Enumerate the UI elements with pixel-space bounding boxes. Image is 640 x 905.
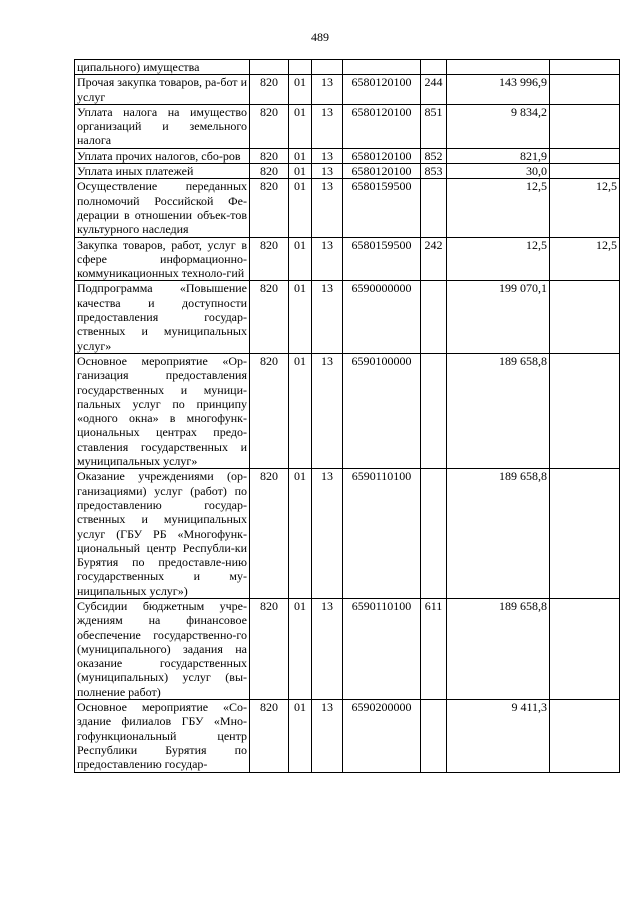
target-article-code-cell: 6590110100 bbox=[343, 598, 421, 699]
table-row bbox=[75, 700, 620, 772]
subsection-code-cell: 13 bbox=[312, 164, 343, 179]
amount-total-cell: 189 658,8 bbox=[447, 353, 550, 468]
amount-federal-cell bbox=[550, 281, 620, 353]
amount-total-cell: 199 070,1 bbox=[447, 281, 550, 353]
target-article-code-cell bbox=[343, 60, 421, 75]
amount-federal-cell bbox=[550, 60, 620, 75]
amount-federal-cell bbox=[550, 164, 620, 179]
expense-type-code-cell bbox=[421, 179, 447, 237]
amount-federal-cell bbox=[550, 104, 620, 148]
expense-type-code-cell: 853 bbox=[421, 164, 447, 179]
admin-code-cell: 820 bbox=[250, 281, 289, 353]
table-row bbox=[75, 598, 620, 699]
target-article-code-cell: 6590110100 bbox=[343, 469, 421, 599]
admin-code-cell: 820 bbox=[250, 164, 289, 179]
admin-code-cell: 820 bbox=[250, 148, 289, 163]
subsection-code-cell: 13 bbox=[312, 179, 343, 237]
subsection-code-cell bbox=[312, 60, 343, 75]
target-article-code-cell: 6590000000 bbox=[343, 281, 421, 353]
amount-federal-cell bbox=[550, 353, 620, 468]
amount-federal-cell bbox=[550, 469, 620, 599]
amount-federal-cell bbox=[550, 700, 620, 772]
amount-total-cell: 9 411,3 bbox=[447, 700, 550, 772]
target-article-code-cell: 6580120100 bbox=[343, 75, 421, 105]
page-number: 489 bbox=[311, 30, 329, 44]
target-article-code-cell: 6580120100 bbox=[343, 164, 421, 179]
expense-type-code-cell bbox=[421, 281, 447, 353]
budget-table bbox=[74, 59, 620, 773]
expense-type-code-cell: 852 bbox=[421, 148, 447, 163]
table-row bbox=[75, 104, 620, 148]
amount-total-cell: 12,5 bbox=[447, 179, 550, 237]
admin-code-cell: 820 bbox=[250, 598, 289, 699]
item-name-cell: Закупка товаров, работ, услуг в сфере информационно-коммуникационных техноло-гий bbox=[75, 237, 250, 281]
table-row bbox=[75, 60, 620, 75]
expense-type-code-cell bbox=[421, 60, 447, 75]
amount-federal-cell bbox=[550, 148, 620, 163]
table-row bbox=[75, 237, 620, 281]
target-article-code-cell: 6580159500 bbox=[343, 179, 421, 237]
amount-total-cell: 821,9 bbox=[447, 148, 550, 163]
subsection-code-cell: 13 bbox=[312, 75, 343, 105]
amount-total-cell: 143 996,9 bbox=[447, 75, 550, 105]
subsection-code-cell: 13 bbox=[312, 598, 343, 699]
expense-type-code-cell bbox=[421, 469, 447, 599]
amount-federal-cell bbox=[550, 75, 620, 105]
expense-type-code-cell: 851 bbox=[421, 104, 447, 148]
item-name-cell: Осуществление переданных полномочий Российской Фе-дерации в отношении объек-тов культурного наследия bbox=[75, 179, 250, 237]
item-name-cell: Основное мероприятие «Ор-ганизация предоставления государственных и муници-пальных услуг по принципу «одного окна» в многофунк-циональных центрах предо-ставления государственных и муниципальных услуг» bbox=[75, 353, 250, 468]
section-code-cell: 01 bbox=[289, 353, 312, 468]
amount-total-cell: 189 658,8 bbox=[447, 598, 550, 699]
subsection-code-cell: 13 bbox=[312, 700, 343, 772]
section-code-cell: 01 bbox=[289, 469, 312, 599]
subsection-code-cell: 13 bbox=[312, 353, 343, 468]
section-code-cell: 01 bbox=[289, 75, 312, 105]
admin-code-cell: 820 bbox=[250, 104, 289, 148]
amount-total-cell: 30,0 bbox=[447, 164, 550, 179]
expense-type-code-cell: 244 bbox=[421, 75, 447, 105]
table-row bbox=[75, 469, 620, 599]
section-code-cell: 01 bbox=[289, 179, 312, 237]
amount-total-cell: 9 834,2 bbox=[447, 104, 550, 148]
target-article-code-cell: 6580159500 bbox=[343, 237, 421, 281]
admin-code-cell: 820 bbox=[250, 353, 289, 468]
amount-federal-cell: 12,5 bbox=[550, 237, 620, 281]
budget-table-body bbox=[75, 60, 620, 773]
amount-total-cell bbox=[447, 60, 550, 75]
expense-type-code-cell: 611 bbox=[421, 598, 447, 699]
table-row bbox=[75, 164, 620, 179]
target-article-code-cell: 6580120100 bbox=[343, 148, 421, 163]
table-row bbox=[75, 179, 620, 237]
admin-code-cell: 820 bbox=[250, 179, 289, 237]
item-name-cell: ципального) имущества bbox=[75, 60, 250, 75]
section-code-cell: 01 bbox=[289, 148, 312, 163]
admin-code-cell: 820 bbox=[250, 700, 289, 772]
admin-code-cell bbox=[250, 60, 289, 75]
subsection-code-cell: 13 bbox=[312, 281, 343, 353]
amount-total-cell: 189 658,8 bbox=[447, 469, 550, 599]
section-code-cell bbox=[289, 60, 312, 75]
expense-type-code-cell: 242 bbox=[421, 237, 447, 281]
expense-type-code-cell bbox=[421, 700, 447, 772]
section-code-cell: 01 bbox=[289, 104, 312, 148]
target-article-code-cell: 6590100000 bbox=[343, 353, 421, 468]
subsection-code-cell: 13 bbox=[312, 469, 343, 599]
amount-total-cell: 12,5 bbox=[447, 237, 550, 281]
subsection-code-cell: 13 bbox=[312, 237, 343, 281]
item-name-cell: Уплата налога на имущество организаций и земельного налога bbox=[75, 104, 250, 148]
admin-code-cell: 820 bbox=[250, 75, 289, 105]
admin-code-cell: 820 bbox=[250, 237, 289, 281]
section-code-cell: 01 bbox=[289, 237, 312, 281]
item-name-cell: Субсидии бюджетным учре-ждениям на финансовое обеспечение государственно-го (муниципального) задания на оказание государственных (муниципальных) услуг (вы-полнение работ) bbox=[75, 598, 250, 699]
section-code-cell: 01 bbox=[289, 598, 312, 699]
section-code-cell: 01 bbox=[289, 700, 312, 772]
item-name-cell: Основное мероприятие «Со-здание филиалов ГБУ «Мно-гофункциональный центр Республики Бурятия по предоставлению государ- bbox=[75, 700, 250, 772]
section-code-cell: 01 bbox=[289, 164, 312, 179]
expense-type-code-cell bbox=[421, 353, 447, 468]
subsection-code-cell: 13 bbox=[312, 148, 343, 163]
amount-federal-cell bbox=[550, 598, 620, 699]
subsection-code-cell: 13 bbox=[312, 104, 343, 148]
table-row bbox=[75, 75, 620, 105]
item-name-cell: Уплата иных платежей bbox=[75, 164, 250, 179]
target-article-code-cell: 6590200000 bbox=[343, 700, 421, 772]
section-code-cell: 01 bbox=[289, 281, 312, 353]
table-row bbox=[75, 148, 620, 163]
item-name-cell: Прочая закупка товаров, ра-бот и услуг bbox=[75, 75, 250, 105]
amount-federal-cell: 12,5 bbox=[550, 179, 620, 237]
table-row bbox=[75, 281, 620, 353]
target-article-code-cell: 6580120100 bbox=[343, 104, 421, 148]
table-row bbox=[75, 353, 620, 468]
admin-code-cell: 820 bbox=[250, 469, 289, 599]
item-name-cell: Оказание учреждениями (ор-ганизациями) услуг (работ) по предоставлению государ-ственных и муниципальных услуг (ГБУ РБ «Многофунк-циональный центр Республи-ки Бурятия по предоставле-нию государственных и му-ниципальных услуг») bbox=[75, 469, 250, 599]
item-name-cell: Уплата прочих налогов, сбо-ров bbox=[75, 148, 250, 163]
item-name-cell: Подпрограмма «Повышение качества и доступности предоставления государ-ственных и муниципальных услуг» bbox=[75, 281, 250, 353]
